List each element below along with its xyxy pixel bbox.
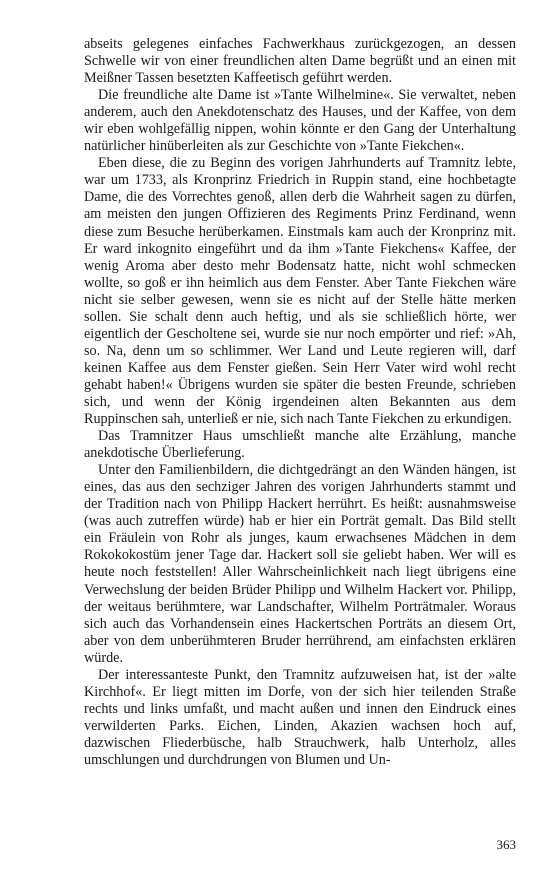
paragraph-2: Die freundliche alte Dame ist »Tante Wilhelmine«. Sie verwaltet, neben anderem, auch den Anekdotenschatz des Hauses, und der Kaffee, von dem wir eben wohlgefällig nippen, wohin könnte er den Gang der Unterhaltung natürlicher hinüberleiten als zur Geschichte von »Tante Fiekchen«. [84, 87, 516, 155]
paragraph-6: Der interessanteste Punkt, den Tramnitz aufzuweisen hat, ist der »alte Kirchhof«. Er liegt mitten im Dorfe, von der sich hier teilenden Straße rechts und links umfaßt, und macht außen und innen den Eindruck eines verwilderten Parks. Eichen, Linden, Akazien wachsen hoch auf, dazwischen Fliederbüsche, halb Strauchwerk, halb Unterholz, alles umschlungen und durchdrungen von Blumen und Un- [84, 666, 516, 768]
paragraph-3: Eben diese, die zu Beginn des vorigen Jahrhunderts auf Tramnitz lebte, war um 1733, als Kronprinz Friedrich in Ruppin stand, eine hochbetagte Dame, die des Vorrechtes genoß, allen derb die Wahrheit sagen zu dürfen, am meisten den jungen Offizieren des Regiments Prinz Ferdinand, wenn diese zum Besuche herüberkamen. Einstmals kam auch der Kronprinz mit. Er ward inkognito eingeführt und da ihm »Tante Fiekchens« Kaffee, der wenig Aroma aber desto mehr Bodensatz hatte, nicht wohl schmecken wollte, so goß er ihn heimlich aus dem Fenster. Aber Tante Fiekchen wäre nicht sie selber gewesen, wenn sie es nicht auf der Stelle hätte merken sollen. Sie schalt denn auch heftig, und als sie schließlich hörte, wer eigentlich der Gescholtene sei, wurde sie nur noch empörter und rief: »Ah, so. Na, denn um so schlimmer. Wer Land und Leute regieren will, darf keinen Kaffee aus dem Fenster gießen. Sein Herr Vater wird wohl recht gehabt haben!« Übrigens wurden sie später die besten Freunde, schrieben sich, und wenn der König irgendeinen alten Bekannten aus dem Ruppinschen sah, unterließ er nie, sich nach Tante Fiekchen zu erkundigen. [84, 155, 516, 428]
paragraph-5: Unter den Familienbildern, die dichtgedrängt an den Wänden hängen, ist eines, das aus den sechziger Jahren des vorigen Jahrhunderts stammt und der Tradition nach von Philipp Hackert herrührt. Es heißt: ausnahmsweise (was auch zutreffen würde) hab er hier ein Porträt gemalt. Das Bild stellt ein Fräulein von Rohr als junges, kaum erwachsenes Mädchen in dem Rokokokostüm jener Tage dar. Hackert soll sie geliebt haben. Wer will es heute noch feststellen! Aller Wahrscheinlichkeit nach liegt übrigens eine Verwechslung der beiden Brüder Philipp und Wilhelm Hackert vor. Philipp, der weitaus berühmtere, war Landschafter, Wilhelm Porträtmaler. Woraus sich auch das Vorhandensein eines Hackertschen Porträts an diesem Ort, aber von dem unberühmteren Bruder herrührend, am einfachsten erklären würde. [84, 462, 516, 666]
body-text [84, 36, 516, 769]
paragraph-4: Das Tramnitzer Haus umschließt manche alte Erzählung, manche anekdotische Überlieferung. [84, 428, 516, 462]
paragraph-1: abseits gelegenes einfaches Fachwerkhaus zurückgezogen, an dessen Schwelle wir von einer freundlichen alten Dame begrüßt und an einen mit Meißner Tassen besetzten Kaffeetisch geführt werden. [84, 36, 516, 87]
page-number: 363 [496, 837, 516, 852]
